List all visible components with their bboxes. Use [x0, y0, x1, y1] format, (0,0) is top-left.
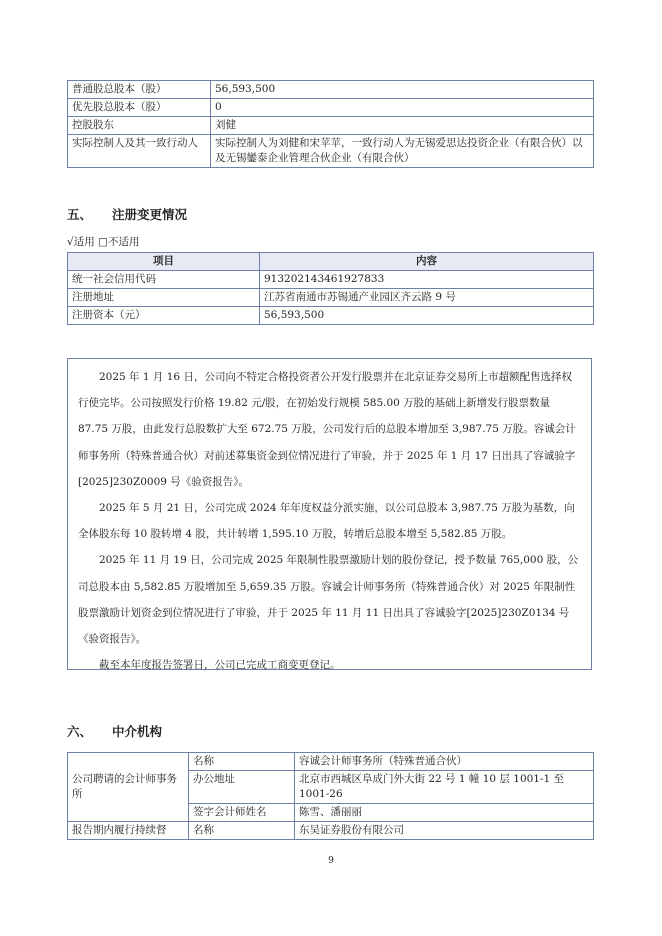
row-value: 东吴证券股份有限公司: [295, 822, 594, 840]
section-heading-5: [67, 205, 187, 223]
group-label: 公司聘请的会计师事务所: [68, 753, 189, 822]
paragraph: 2025 年 11 月 19 日，公司完成 2025 年限制性股票激励计划的股份登记，授予数量 765,000 股，公司总股本由 5,582.85 万股增加至 5,659.35 万股。容诚会计师事务所（特殊普通合伙）对 2025 年限制性股票激励计划资金到位情况进行了审验，并于 2025 年 11 月 11 日出具了容诚验字[2025]230Z0134 号《验资报告》。: [78, 554, 579, 646]
row-value: 实际控制人为刘健和宋苹苹，一致行动人为无锡爱思达投资企业（有限合伙）以及无锡鑾泰企业管理合伙企业（有限合伙）: [211, 135, 594, 168]
paragraph: 2025 年 5 月 21 日，公司完成 2024 年年度权益分派实施，以公司总股本 3,987.75 万股为基数，向全体股东每 10 股转增 4 股，共计转增 1,595.10 万股，转增后总股本增至 5,582.85 万股。: [78, 502, 575, 541]
section-title: 注册变更情况: [112, 207, 188, 222]
table-header-row: [68, 253, 594, 271]
group-label: 报告期内履行持续督: [68, 822, 189, 840]
row-value: 北京市西城区阜成门外大街 22 号 1 幢 10 层 1001-1 至 1001-26: [295, 771, 594, 804]
row-key: 普通股总股本（股）: [68, 81, 211, 99]
row-value: 刘健: [211, 117, 594, 135]
section-number: 六、: [67, 724, 93, 739]
section-title: 中介机构: [112, 724, 163, 739]
registration-table: [67, 252, 594, 325]
intermediary-table: [67, 752, 594, 840]
table-row: [68, 307, 594, 325]
table-row: [68, 81, 594, 99]
paragraph: 2025 年 1 月 16 日，公司向不特定合格投资者公开发行股票并在北京证券交易所上市超额配售选择权行使完毕。公司按照发行价格 19.82 元/股，在初始发行规模 585.00 万股的基础上新增发行股票数量 87.75 万股，由此发行总股数扩大至 672.75 万股，公司发行后的总股本增加至 3,987.75 万股。容诚会计师事务所（特殊普通合伙）对前述募集资金到位情况进行了审验，并于 2025 年 1 月 17 日出具了容诚验字[2025]230Z0009 号《验资报告》。: [78, 371, 576, 488]
table-row: [68, 135, 594, 168]
row-key: 名称: [189, 822, 295, 840]
table-row: [68, 753, 594, 771]
row-value: 56,593,500: [211, 81, 594, 99]
table-row: [68, 117, 594, 135]
row-value: 容诚会计师事务所（特殊普通合伙）: [295, 753, 594, 771]
registration-change-box: [67, 358, 592, 670]
table-row: [68, 822, 594, 840]
page-number: 9: [328, 856, 334, 866]
row-key: 办公地址: [189, 771, 295, 804]
row-value: 陈雪、潘丽丽: [295, 804, 594, 822]
section-heading-6: [67, 722, 162, 740]
row-key: 注册资本（元）: [68, 307, 260, 325]
row-key: 注册地址: [68, 289, 260, 307]
row-key: 控股股东: [68, 117, 211, 135]
row-key: 签字会计师姓名: [189, 804, 295, 822]
header-item: 项目: [68, 253, 260, 271]
row-value: 56,593,500: [260, 307, 594, 325]
row-key: 名称: [189, 753, 295, 771]
row-key: 统一社会信用代码: [68, 271, 260, 289]
applicability-line: √适用 □不适用: [67, 236, 140, 248]
row-value: 0: [211, 99, 594, 117]
section-number: 五、: [67, 207, 93, 222]
row-value: 913202143461927833: [260, 271, 594, 289]
paragraph: 截至本年度报告签署日，公司已完成工商变更登记。: [99, 659, 341, 672]
table-row: [68, 99, 594, 117]
table-row: [68, 289, 594, 307]
row-key: 优先股总股本（股）: [68, 99, 211, 117]
row-key: 实际控制人及其一致行动人: [68, 135, 211, 168]
row-value: 江苏省南通市苏锡通产业园区齐云路 9 号: [260, 289, 594, 307]
header-content: 内容: [260, 253, 594, 271]
share-info-table: [67, 80, 594, 168]
table-row: [68, 271, 594, 289]
